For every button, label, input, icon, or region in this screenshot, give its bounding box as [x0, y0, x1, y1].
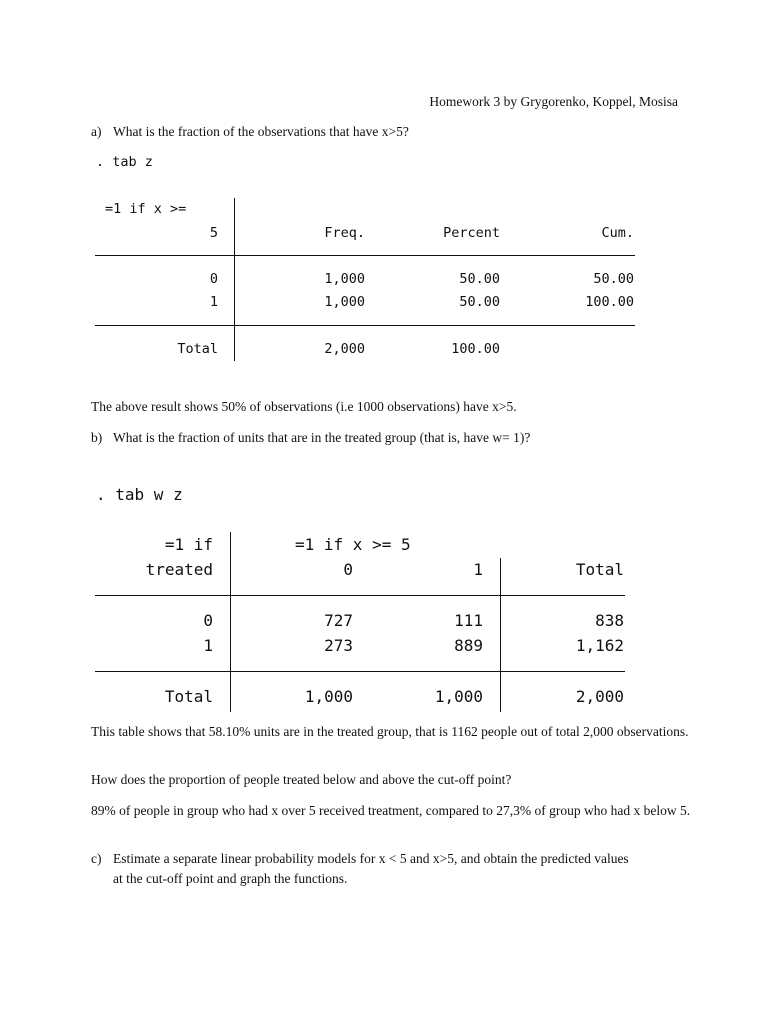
table2-total-v1: 1,000	[434, 687, 483, 706]
table2-divider-left	[230, 532, 231, 712]
table2-rule-bottom	[95, 671, 625, 672]
table2-stub-header-2: treated	[145, 560, 213, 579]
table1-row-1-percent: 50.00	[459, 294, 500, 310]
table1-stub-header-1: =1 if x >=	[105, 201, 187, 217]
paragraph-b2: How does the proportion of people treated below and above the cut-off point?	[91, 772, 512, 787]
table2-row-1-v1: 889	[454, 636, 483, 655]
table1-row-1-label: 1	[209, 294, 218, 310]
table1-col-cum: Cum.	[601, 225, 634, 241]
table2-row-1-total: 1,162	[575, 636, 624, 655]
table1-col-percent: Percent	[443, 225, 500, 241]
table1-row-1-cum: 100.00	[585, 294, 634, 310]
table2-row-0-label: 0	[203, 611, 213, 630]
question-a-label: a)	[91, 124, 102, 139]
question-c-label: c)	[91, 851, 102, 866]
paragraph-a: The above result shows 50% of observations (i.e 1000 observations) have x>5.	[91, 399, 517, 414]
command-tab-w-z: . tab w z	[96, 485, 183, 504]
table2-row-1-v0: 273	[324, 636, 353, 655]
table1-total-percent: 100.00	[451, 341, 500, 357]
table1-row-0-cum: 50.00	[593, 271, 634, 287]
document-header: Homework 3 by Grygorenko, Koppel, Mosisa	[429, 94, 678, 109]
table2-stub-header-1: =1 if	[164, 535, 213, 554]
question-a-text: What is the fraction of the observations that have x>5?	[113, 124, 409, 139]
table2-row-1-label: 1	[203, 636, 213, 655]
table1-row-1-freq: 1,000	[324, 294, 365, 310]
question-c-text-1: Estimate a separate linear probability models for x < 5 and x>5, and obtain the predicted values	[113, 851, 629, 866]
table2-row-0-total: 838	[595, 611, 624, 630]
table1-row-0-freq: 1,000	[324, 271, 365, 287]
table2-rule-top	[95, 595, 625, 596]
question-c-text-2: at the cut-off point and graph the functions.	[113, 871, 348, 886]
table1-rule-top	[95, 255, 635, 256]
table1-rule-bottom	[95, 325, 635, 326]
table1-stub-header-2: 5	[209, 225, 218, 241]
command-tab-z: . tab z	[96, 154, 153, 170]
table2-col-0: 0	[343, 560, 353, 579]
table1-total-freq: 2,000	[324, 341, 365, 357]
table2-total-v0: 1,000	[304, 687, 353, 706]
paragraph-b1: This table shows that 58.10% units are in the treated group, that is 1162 people out of total 2,000 observations.	[91, 724, 689, 739]
question-b-text: What is the fraction of units that are in the treated group (that is, have w= 1)?	[113, 430, 531, 445]
table2-row-0-v0: 727	[324, 611, 353, 630]
table2-group-header: =1 if x >= 5	[295, 535, 411, 554]
table1-col-freq: Freq.	[324, 225, 365, 241]
table2-col-1: 1	[473, 560, 483, 579]
table2-total-label: Total	[164, 687, 213, 706]
question-c	[91, 849, 629, 869]
table2-total-total: 2,000	[575, 687, 624, 706]
question-b	[91, 428, 530, 448]
paragraph-b3: 89% of people in group who had x over 5 received treatment, compared to 27,3% of group who had x below 5.	[91, 803, 691, 818]
table2-row-0-v1: 111	[454, 611, 483, 630]
question-b-label: b)	[91, 430, 103, 445]
table2-divider-right	[500, 558, 501, 712]
table2-col-total: Total	[575, 560, 624, 579]
table1-row-0-label: 0	[209, 271, 218, 287]
table1-row-0-percent: 50.00	[459, 271, 500, 287]
table1-total-label: Total	[177, 341, 218, 357]
question-a	[91, 122, 409, 142]
table1-divider	[234, 198, 235, 361]
